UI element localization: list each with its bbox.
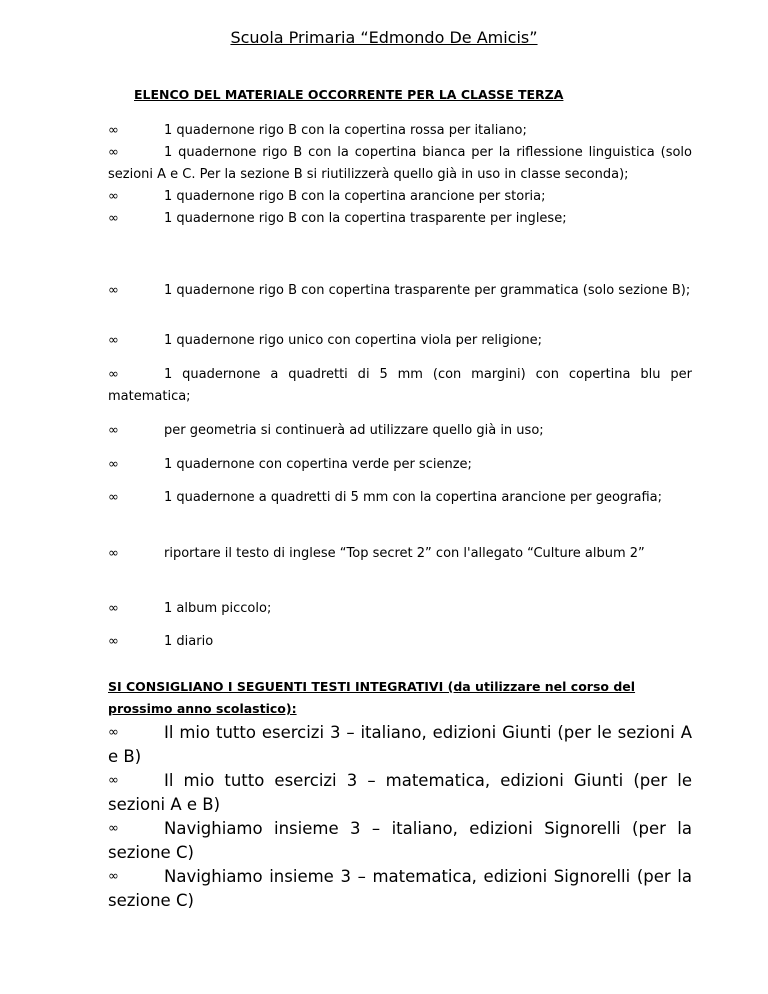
bullet-icon: ∞ — [108, 367, 119, 382]
materials-list — [108, 120, 692, 230]
bullet-icon: ∞ — [108, 189, 119, 204]
materials-list-cont — [108, 330, 692, 352]
materials-list-cont — [108, 420, 692, 442]
materials-list-cont — [108, 364, 692, 408]
bullet-icon: ∞ — [108, 869, 119, 884]
list-item: ∞ 1 quadernone a quadretti di 5 mm (con margini) con copertina blu per matematica; — [108, 364, 692, 408]
bullet-icon: ∞ — [108, 333, 119, 348]
bullet-icon: ∞ — [108, 423, 119, 438]
materials-list-cont — [108, 598, 692, 620]
bullet-icon: ∞ — [108, 145, 119, 160]
list-item: ∞ 1 quadernone rigo B con copertina trasparente per grammatica (solo sezione B); — [108, 280, 692, 302]
recommended-heading: SI CONSIGLIANO I SEGUENTI TESTI INTEGRATIVI (da utilizzare nel corso del prossimo anno scolastico): — [108, 679, 636, 716]
school-name: Scuola Primaria “Edmondo De Amicis” — [230, 28, 538, 47]
bullet-icon: ∞ — [108, 725, 119, 740]
materials-list-cont — [108, 631, 692, 653]
materials-list-cont — [108, 454, 692, 476]
bullet-icon: ∞ — [108, 546, 119, 561]
materials-list-cont — [108, 487, 692, 509]
list-item: ∞ 1 quadernone rigo B con la copertina rossa per italiano; — [108, 120, 692, 142]
bullet-icon: ∞ — [108, 601, 119, 616]
materials-list-cont — [108, 280, 692, 302]
list-item: ∞ 1 quadernone rigo unico con copertina viola per religione; — [108, 330, 692, 352]
list-item: ∞ 1 album piccolo; — [108, 598, 692, 620]
list-item: ∞ riportare il testo di inglese “Top secret 2” con l'allegato “Culture album 2” — [108, 543, 692, 565]
bullet-icon: ∞ — [108, 773, 119, 788]
bullet-icon: ∞ — [108, 283, 119, 298]
list-item: ∞ Navighiamo insieme 3 – matematica, edizioni Signorelli (per la sezione C) — [108, 867, 692, 910]
list-item: ∞ Navighiamo insieme 3 – italiano, edizioni Signorelli (per la sezione C) — [108, 819, 692, 862]
list-item: ∞ 1 quadernone rigo B con la copertina bianca per la riflessione linguistica (solo sezioni A e C. Per la sezione B si riutilizzerà quello già in uso in classe seconda); — [108, 142, 692, 186]
bullet-icon: ∞ — [108, 211, 119, 226]
list-item: ∞ Il mio tutto esercizi 3 – matematica, edizioni Giunti (per le sezioni A e B) — [108, 771, 692, 814]
list-item: ∞ 1 quadernone a quadretti di 5 mm con la copertina arancione per geografia; — [108, 487, 692, 509]
bullet-icon: ∞ — [108, 457, 119, 472]
bullet-icon: ∞ — [108, 123, 119, 138]
materials-heading: ELENCO DEL MATERIALE OCCORRENTE PER LA CLASSE TERZA — [134, 87, 564, 102]
bullet-icon: ∞ — [108, 821, 119, 836]
bullet-icon: ∞ — [108, 490, 119, 505]
materials-list-cont — [108, 543, 692, 565]
list-item: ∞ per geometria si continuerà ad utilizzare quello già in uso; — [108, 420, 692, 442]
list-item: ∞ 1 quadernone con copertina verde per scienze; — [108, 454, 692, 476]
list-item: ∞ 1 quadernone rigo B con la copertina arancione per storia; — [108, 186, 692, 208]
list-item: ∞ 1 quadernone rigo B con la copertina trasparente per inglese; — [108, 208, 692, 230]
list-item: ∞ Il mio tutto esercizi 3 – italiano, edizioni Giunti (per le sezioni A e B) — [108, 723, 692, 766]
list-item: ∞ 1 diario — [108, 631, 692, 653]
bullet-icon: ∞ — [108, 634, 119, 649]
recommended-list — [108, 721, 692, 913]
